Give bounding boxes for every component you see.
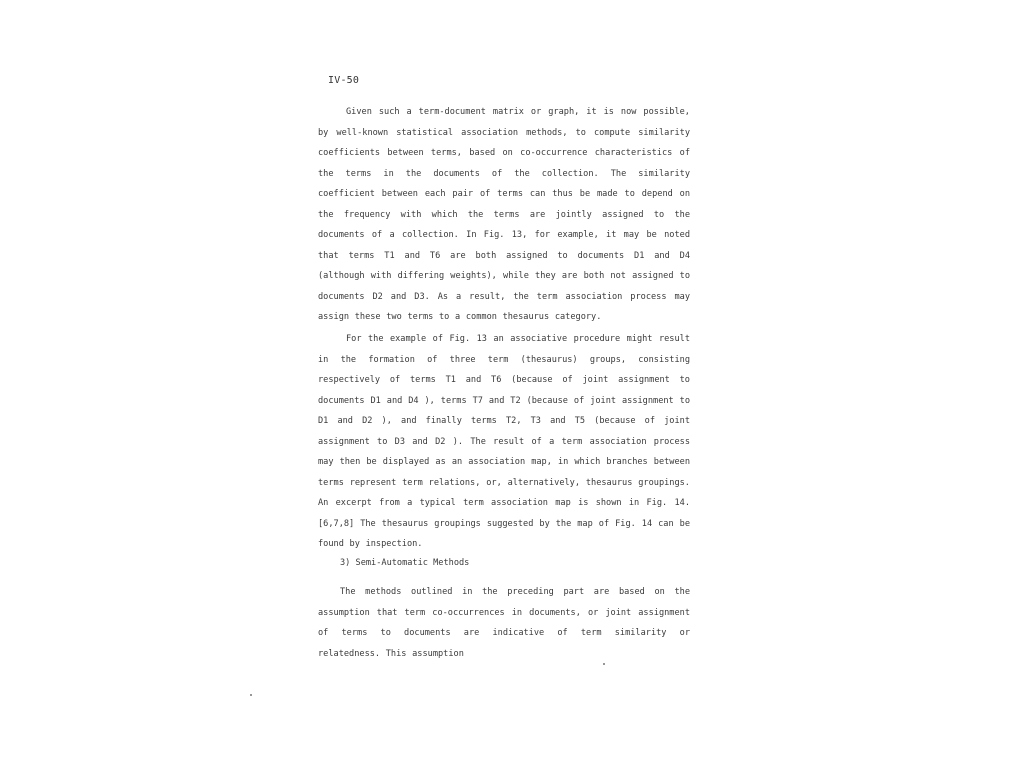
section-heading: 3) Semi-Automatic Methods — [340, 558, 470, 568]
paragraph-2: For the example of Fig. 13 an associative procedure might result in the formation of three term (thesaurus) groups, consisting respectively of terms T1 and T6 (because of joint assignment to documents D1 and D4 ), terms T7 and T2 (because of joint assignment to D1 and D2 ), and finally terms T2, T3 and T5 (because of joint assignment to D3 and D2 ). The result of a term association process may then be displayed as an association map, in which branches between terms represent term relations, or, alternatively, thesaurus groupings. An excerpt from a typical term association map is shown in Fig. 14.[6,7,8] The thesaurus groupings suggested by the map of Fig. 14 can be found by inspection. — [318, 334, 690, 549]
paragraph-3: The methods outlined in the preceding part are based on the assumption that term co-occurrences in documents, or joint assignment of terms to documents are indicative of term similarity or relatedness. This assumption — [318, 587, 690, 659]
paragraph-1: Given such a term-document matrix or graph, it is now possible, by well-known statistical association methods, to compute similarity coefficients between terms, based on co-occurrence characteristics of the terms in the documents of the collection. The similarity coefficient between each pair of terms can thus be made to depend on the frequency with which the terms are jointly assigned to the documents of a collection. In Fig. 13, for example, it may be noted that terms T1 and T6 are both assigned to documents D1 and D4 (although with differing weights), while they are both not assigned to documents D2 and D3. As a result, the term association process may assign these two terms to a common thesaurus category. — [318, 107, 690, 322]
scan-speck — [250, 694, 252, 696]
scan-speck — [603, 663, 605, 665]
page-number: IV-50 — [328, 75, 360, 86]
